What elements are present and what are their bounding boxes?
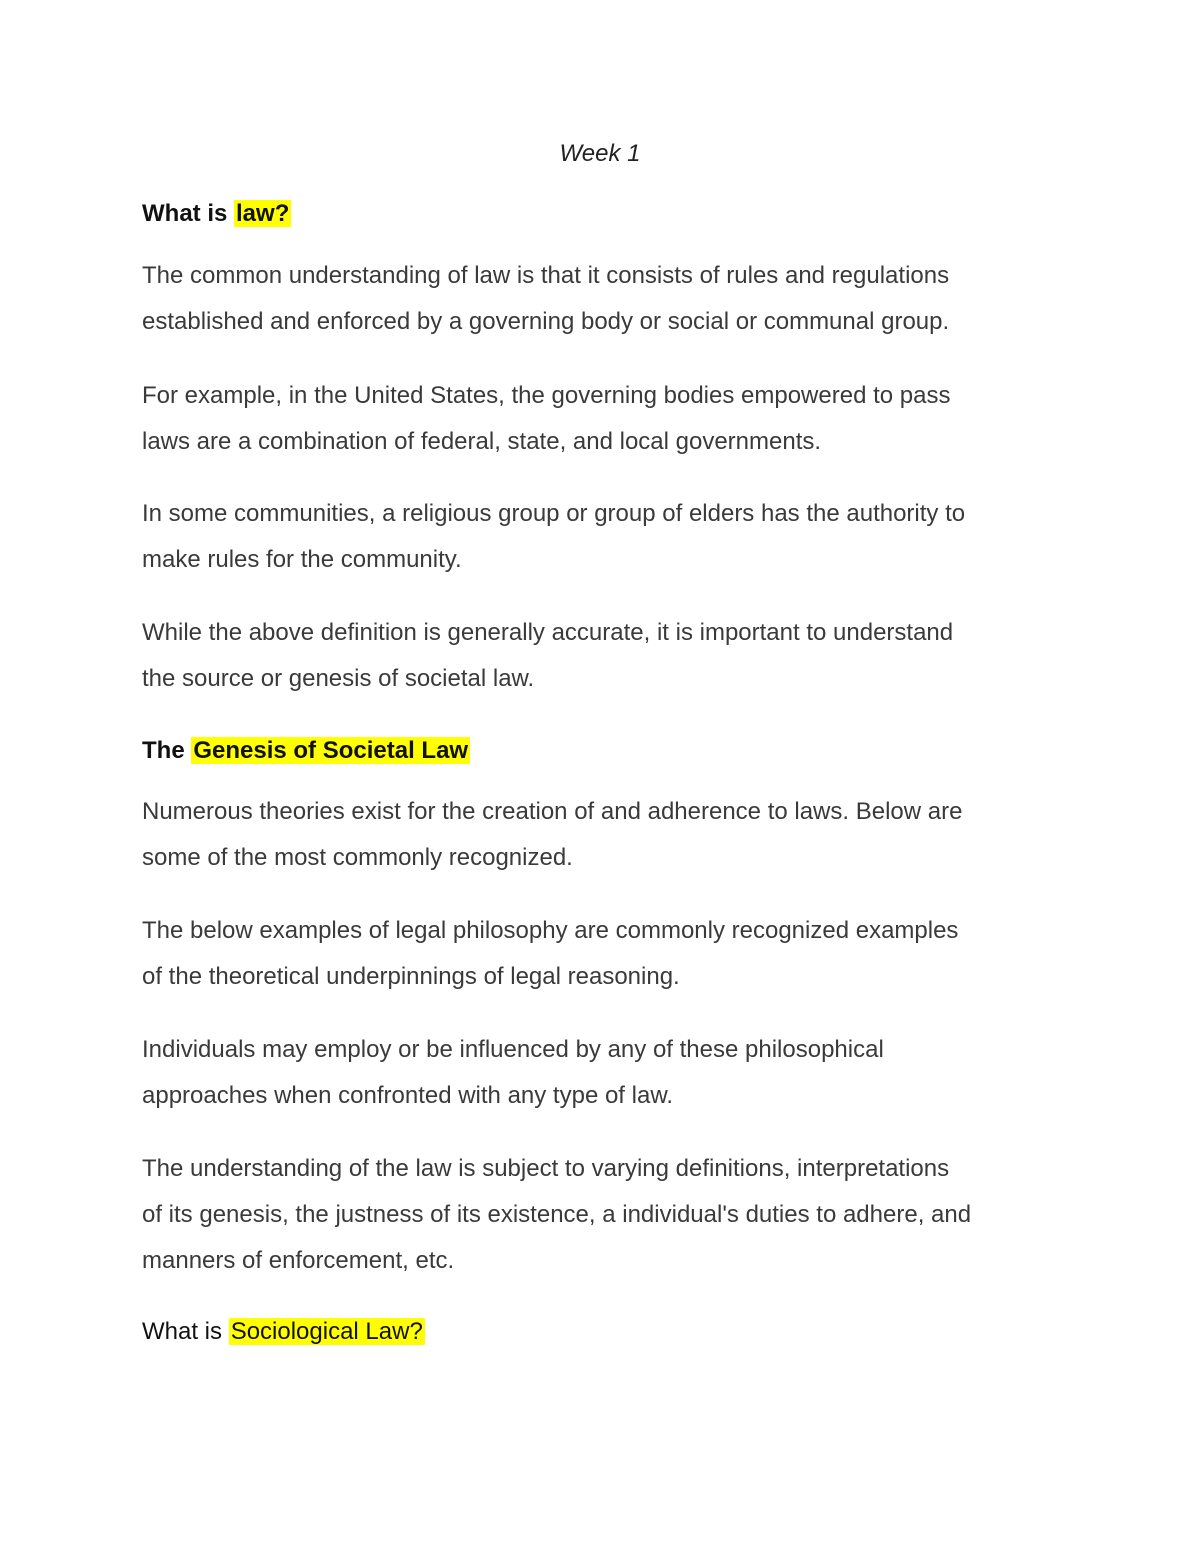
paragraph-line: some of the most commonly recognized. xyxy=(142,844,573,871)
paragraph-line: the source or genesis of societal law. xyxy=(142,665,535,692)
paragraph-line: While the above definition is generally accurate, it is important to understand xyxy=(142,619,954,646)
heading-highlight: Sociological Law? xyxy=(230,1318,423,1345)
paragraph-3 xyxy=(142,491,1082,583)
paragraph-line: of its genesis, the justness of its existence, a individual's duties to adhere, and xyxy=(142,1201,972,1228)
paragraph-line: approaches when confronted with any type of law. xyxy=(142,1082,673,1109)
paragraph-line: make rules for the community. xyxy=(142,546,462,573)
paragraph-line: laws are a combination of federal, state, and local governments. xyxy=(142,428,822,455)
heading-prefix: What is xyxy=(142,200,235,227)
heading-prefix: What is xyxy=(142,1318,229,1345)
heading-highlight: law? xyxy=(236,200,290,227)
paragraph-line: In some communities, a religious group or group of elders has the authority to xyxy=(142,500,966,527)
paragraph-line: The understanding of the law is subject to varying definitions, interpretations xyxy=(142,1155,950,1182)
paragraph-line: Individuals may employ or be influenced by any of these philosophical xyxy=(142,1036,884,1063)
paragraph-7 xyxy=(142,1027,1082,1119)
heading-what-is-sociological-law xyxy=(142,1316,1082,1348)
heading-genesis-of-societal-law xyxy=(142,735,1082,767)
heading-what-is-law xyxy=(142,198,1082,230)
paragraph-line: For example, in the United States, the governing bodies empowered to pass xyxy=(142,382,951,409)
paragraph-line: The below examples of legal philosophy are commonly recognized examples xyxy=(142,917,959,944)
paragraph-line: of the theoretical underpinnings of legal reasoning. xyxy=(142,963,680,990)
paragraph-line: The common understanding of law is that it consists of rules and regulations xyxy=(142,262,950,289)
paragraph-5 xyxy=(142,789,1082,881)
paragraph-2 xyxy=(142,373,1082,465)
paragraph-line: Numerous theories exist for the creation of and adherence to laws. Below are xyxy=(142,798,963,825)
paragraph-1 xyxy=(142,253,1082,345)
heading-prefix: The xyxy=(142,737,192,764)
page-title: Week 1 xyxy=(559,140,641,167)
paragraph-6 xyxy=(142,908,1082,1000)
paragraph-8 xyxy=(142,1146,1082,1284)
paragraph-line: manners of enforcement, etc. xyxy=(142,1247,455,1274)
heading-highlight: Genesis of Societal Law xyxy=(193,737,469,764)
paragraph-line: established and enforced by a governing body or social or communal group. xyxy=(142,308,950,335)
paragraph-4 xyxy=(142,610,1082,702)
